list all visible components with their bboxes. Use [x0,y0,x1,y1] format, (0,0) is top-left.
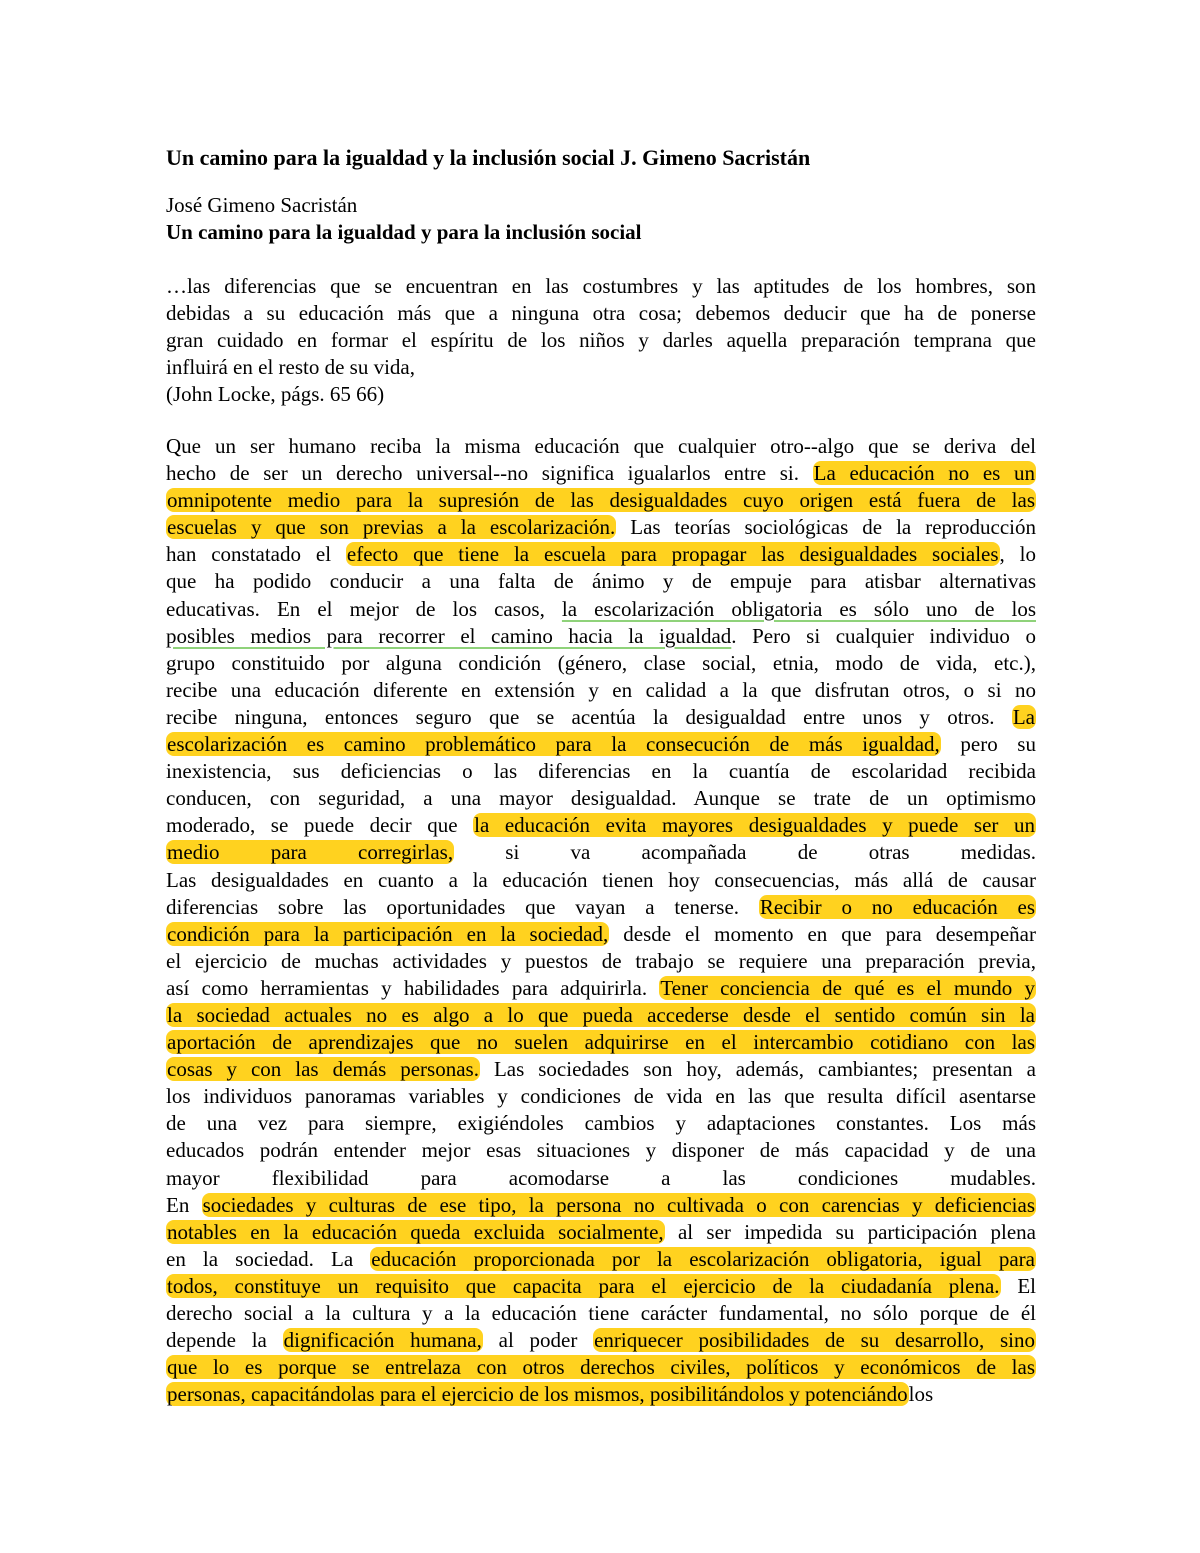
highlighted-text: enriquecer posibilidades de su desarrollo, sino [594,1328,1035,1353]
body-line [166,623,1036,650]
text-run: educados podrán entender mejor esas situaciones y disponer de más capacidad y de una [166,1138,1036,1163]
article-title: Un camino para la igualdad y para la inclusión social [166,220,642,244]
body-line [166,541,1036,568]
text-run: Las teorías sociológicas de la reproducción [616,515,1036,540]
highlighted-text: aportación de aprendizajes que no suelen adquirirse en el intercambio cotidiano con las [167,1030,1035,1055]
document-title: Un camino para la igualdad y la inclusión social J. Gimeno Sacristán [166,145,811,170]
underlined-text: la escolarización obligatoria es sólo uno de los [561,596,1036,621]
body-line [166,1056,1036,1083]
body-line [166,921,1036,948]
body-line [166,1083,1036,1110]
highlighted-text: educación proporcionada por la escolarización obligatoria, igual para [371,1246,1035,1271]
quote-line: debidas a su educación más que a ninguna otra cosa; debemos deducir que ha de ponerse [166,301,1036,325]
highlighted-text: Recibir o no educación es [759,894,1036,919]
highlighted-text: Tener conciencia de qué es el mundo y [660,975,1035,1000]
text-run: el ejercicio de muchas actividades y puestos de trabajo se requiere una preparación previa, [166,948,1036,973]
quote-line: gran cuidado en formar el espíritu de los niños y darles aquella preparación temprana que [166,328,1036,352]
highlighted-text: dignificación humana, [283,1328,482,1353]
highlighted-text: escuelas y que son previas a la escolarización. [167,515,616,540]
text-run: conducen, con seguridad, a una mayor desigualdad. Aunque se trate de un optimismo [166,786,1036,811]
body-line [166,731,1036,758]
body-line [166,1029,1036,1056]
text-run: . Pero si cualquier individuo o [731,623,1036,648]
text-run: pero su [940,732,1036,757]
text-run: recibe ninguna, entonces seguro que se acentúa la desigualdad entre unos y otros. [166,704,1012,729]
body-line [166,1110,1036,1137]
text-run: han constatado el [166,542,346,567]
body-line [166,1002,1036,1029]
highlighted-text: la educación evita mayores desigualdades y puede ser un [474,813,1035,838]
text-run: moderado, se puede decir que [166,813,474,838]
body-line [166,867,1036,894]
body-line [166,975,1036,1002]
body-line [166,1165,1036,1192]
text-run: hecho de ser un derecho universal--no significa igualarlos entre si. [166,461,813,486]
text-run: diferencias sobre las oportunidades que vayan a tenerse. [166,894,759,919]
body-line [166,785,1036,812]
quote-citation: (John Locke, págs. 65 66) [166,382,385,406]
body-line [166,650,1036,677]
highlighted-text: La educación no es un [813,461,1035,486]
highlighted-text: sociedades y culturas de ese tipo, la persona no cultivada o con carencias y deficiencias [202,1192,1036,1217]
body-line [166,839,1036,866]
text-run: El [1000,1273,1036,1298]
text-run: al ser impedida su participación plena [664,1219,1036,1244]
body-line [166,948,1036,975]
text-run: en la sociedad. La [166,1246,371,1271]
highlighted-text: cosas y con las demás personas. [167,1057,479,1082]
body-line [166,1381,1036,1408]
body-line [166,812,1036,839]
body-line [166,487,1036,514]
body-line [166,568,1036,595]
text-run: grupo constituido por alguna condición (género, clase social, etnia, modo de vida, etc.), [166,650,1036,675]
body-line [166,1273,1036,1300]
highlighted-text: notables en la educación queda excluida socialmente, [167,1219,664,1244]
body-paragraph [166,433,1036,1408]
underlined-text: posibles medios para recorrer el camino hacia la igualdad [166,623,732,648]
body-line [166,1327,1036,1354]
text-run: los [908,1382,934,1407]
highlighted-text: La [1012,704,1035,729]
highlighted-text: todos, constituye un requisito que capacita para el ejercicio de la ciudadanía plena. [167,1273,1000,1298]
text-run: que ha podido conducir a una falta de ánimo y de empuje para atisbar alternativas [166,569,1036,594]
text-run: derecho social a la cultura y a la educación tiene carácter fundamental, no sólo porque de él [166,1301,1036,1325]
body-line [166,1192,1036,1219]
body-line [166,433,1036,460]
highlighted-text: la sociedad actuales no es algo a lo que pueda accederse desde el sentido común sin la [167,1002,1035,1027]
text-run: En [166,1192,202,1217]
body-line [166,1137,1036,1164]
body-line [166,1300,1036,1327]
text-run: depende la [166,1328,283,1353]
quote-line: influirá en el resto de su vida, [166,355,416,379]
text-run: así como herramientas y habilidades para adquirirla. [166,975,660,1000]
text-run: recibe una educación diferente en extensión y en calidad a la que disfrutan otros, o si no [166,677,1036,702]
quote-line: …las diferencias que se encuentran en las costumbres y las aptitudes de los hombres, son [166,274,1036,298]
body-line [166,514,1036,541]
highlighted-text: condición para la participación en la sociedad, [167,921,609,946]
text-run: Las sociedades son hoy, además, cambiantes; presentan a [479,1057,1036,1082]
text-run: mayor flexibilidad para acomodarse a las condiciones mudables. [166,1165,1036,1190]
body-line [166,1246,1036,1273]
body-line [166,596,1036,623]
body-line [166,758,1036,785]
text-run: Las desigualdades en cuanto a la educación tienen hoy consecuencias, más allá de causar [166,867,1036,892]
highlighted-text: escolarización es camino problemático para la consecución de más igualdad, [167,732,940,757]
body-line [166,677,1036,704]
text-run: inexistencia, sus deficiencias o las diferencias en la cuantía de escolaridad recibida [166,759,1036,784]
highlighted-text: personas, capacitándolas para el ejercicio de los mismos, posibilitándolos y potenciándo [167,1382,908,1407]
text-run: de una vez para siempre, exigiéndoles cambios y adaptaciones constantes. Los más [166,1111,1036,1136]
text-run: educativas. En el mejor de los casos, [166,596,562,621]
author-name: José Gimeno Sacristán [166,193,358,217]
text-run: si va acompañada de otras medidas. [454,840,1036,865]
highlighted-text: medio para corregirlas, [167,840,454,865]
body-line [166,894,1036,921]
epigraph-quote [166,273,1036,408]
highlighted-text: efecto que tiene la escuela para propagar las desigualdades sociales [346,542,999,567]
highlighted-text: que lo es porque se entrelaza con otros derechos civiles, políticos y económicos de las [167,1355,1035,1380]
text-run: desde el momento en que para desempeñar [609,921,1036,946]
body-line [166,704,1036,731]
body-line [166,1354,1036,1381]
body-line [166,1219,1036,1246]
highlighted-text: omnipotente medio para la supresión de las desigualdades cuyo origen está fuera de las [167,488,1035,513]
body-line [166,460,1036,487]
text-run: Que un ser humano reciba la misma educación que cualquier otro--algo que se deriva del [166,434,1036,458]
text-run: los individuos panoramas variables y condiciones de vida en las que resulta difícil asentarse [166,1084,1036,1109]
text-run: al poder [482,1328,594,1353]
text-run: , lo [999,542,1037,567]
